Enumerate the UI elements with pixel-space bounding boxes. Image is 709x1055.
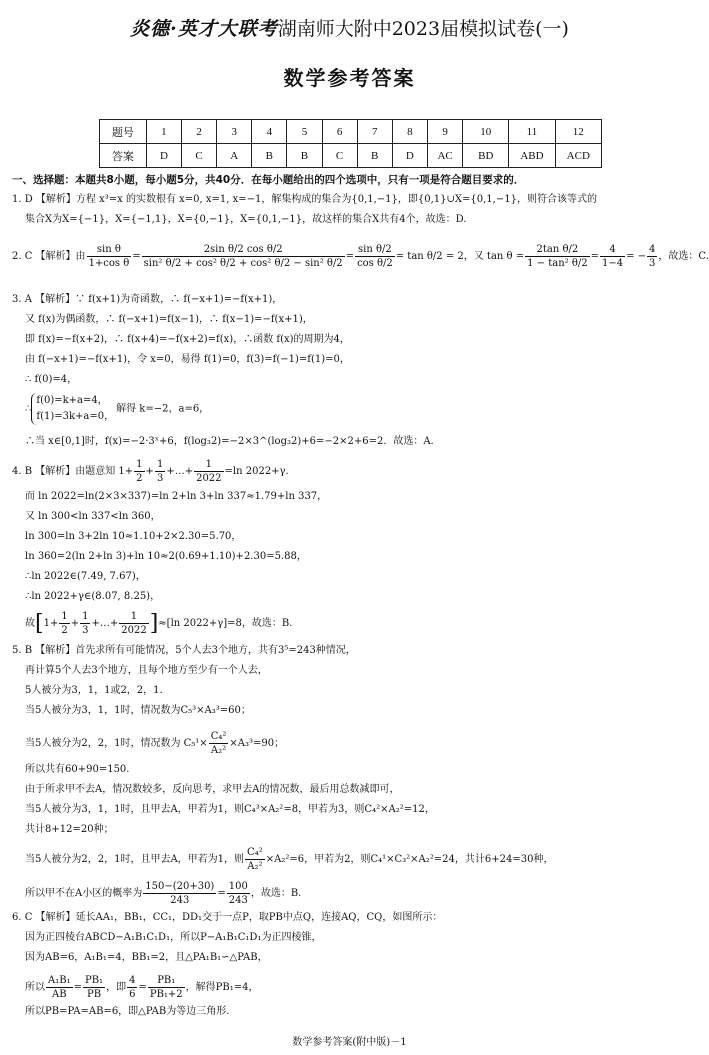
numerator: 1 [156,459,164,470]
q1-line: 集合X为X={−1}，X={−1,1}，X={0,−1}，X={0,1,−1}，故这样的集合X共有4个，故选：D. [25,214,467,225]
q5-line: 所以共有60+90=150. [25,764,130,775]
q6-ratio-lead: 所以 [25,982,45,993]
table-cell: 11 [509,120,555,144]
table-cell: 10 [463,120,509,144]
q4-line: ln 300=ln 3+2ln 10≈1.10+2×2.30=5.70， [25,531,242,542]
denominator: A₂² [209,743,229,757]
fraction [127,974,137,1001]
section-heading: 一、选择题：本题共8小题，每小题5分，共40分．在每小题给出的四个选项中，只有一项是符合题目要求的． [12,174,525,186]
q2-line: 2. C 【解析】由 $\frac{\text{sin θ}}{\text{1+cos θ}}$ = $\frac{\text{2sin θ/2 cos θ/2}}{\text{sin² θ/2 + cos² θ/2 + cos² θ/2 − sin² θ/2}}$ = $\frac{\text{sin θ/2}}{\text{cos θ/2}}$ = tan θ/2 = 2，又 tan θ = $\frac{\text{2tan θ/2}}{\text{1 − tan² θ/2}}$ = $\frac{4}{1-4}$ = − $\frac{4}{3}$ ，故选：C. [12,244,709,269]
denominator: 2022 [196,473,222,484]
answer-table-number-row [100,120,602,144]
numerator: 150−(20+30) [145,881,215,892]
table-cell: D [392,144,427,168]
denominator: sin² θ/2 + cos² θ/2 + cos² θ/2 − sin² θ/2 [143,258,343,269]
fraction [87,243,132,270]
numerator: 1 [205,459,212,470]
q4-final-lead: 故 [25,618,35,629]
denominator: AB [46,987,73,1001]
table-cell: 2 [182,120,217,144]
answer-table [99,119,602,168]
q4-line: 4. B 【解析】由题意知 1+ $\frac{1}{2}$ + $\frac{1}{3}$ +…+ $\frac{1}{2022}$ =ln 2022+γ． [12,459,296,484]
table-cell: 4 [252,120,287,144]
q3-line: ∴当 x∈[0,1]时，f(x)=−2·3ˣ+6，f(log₃2)=−2×3^(log₃2)+6=−2×2+6=2．故选：A. [25,436,434,447]
table-cell: 8 [392,120,427,144]
q2-mid: = tan θ/2 = 2，又 tan θ = [395,251,525,262]
numerator: 2sin θ/2 cos θ/2 [203,244,283,255]
q6-line: 所以PB=PA=AB=6，即△PAB为等边三角形. [25,1006,230,1017]
table-cell: B [287,144,322,168]
denominator: 1 − tan² θ/2 [527,258,588,269]
equation-system [31,393,114,425]
q6-line: 6. C 【解析】延长AA₁，BB₁，CC₁，DD₁交于一点P，取PB中点Q，连接AQ，CQ，如图所示： [12,912,443,923]
table-cell: 7 [357,120,392,144]
q5-line: 再计算5个人去3个地方，且每个地方至少有一个人去， [25,665,268,676]
q4-eq-tail: +…+ [166,466,194,477]
denominator: 3 [156,473,164,484]
numerator: PB₁ [84,975,104,986]
q3-brace-tail: 解得 k=−2，a=6， [116,403,210,415]
q6-line: 因为AB=6，A₁B₁=4，BB₁=2，且△PA₁B₁∽△PAB， [25,952,268,963]
row-label: 题号 [100,120,147,144]
numerator: 1 [82,611,89,622]
fraction [143,880,216,907]
equation: f(1)=3k+a=0， [36,411,115,422]
denominator: 3 [649,258,656,269]
q3-system [25,393,209,425]
table-cell: 9 [427,120,462,144]
q5-l2-lead: 当5人被分为2，2，1时，且甲去A，甲若为1，则 [25,854,245,865]
fraction [155,458,165,485]
q5-prob-mid: = [217,888,226,899]
row-label: 答案 [100,144,147,168]
table-cell: 1 [146,120,181,144]
table-cell: 3 [217,120,252,144]
numerator: C₄² [210,731,227,742]
q6-ratio-mid: ，即 [106,982,127,993]
equals: = [138,982,147,993]
numerator: 1 [61,611,68,622]
q3-line: 由 f(−x+1)=−f(x+1)，令 x=0，易得 f(1)=0，f(3)=f(−1)=f(1)=0， [25,354,350,365]
denominator: 3 [82,625,89,636]
q4-line: ∴ln 2022+γ∈(8.07, 8.25)， [25,591,161,602]
table-cell: ABD [509,144,555,168]
numerator: 2tan θ/2 [536,244,579,255]
q4-line: 而 ln 2022=ln(2×3×337)=ln 2+ln 3+ln 337≈1.79+ln 337， [25,491,328,502]
therefore-symbol: ∴ [25,403,32,415]
equation: f(0)=k+a=4， [36,395,108,406]
answer-table-answer-row [100,144,602,168]
brand-logo-text: 炎德·英才大联考 [130,18,278,40]
fraction [46,974,73,1001]
q6-ratio-tail: ，解得PB₁=4， [185,982,259,993]
denominator: 243 [228,895,248,906]
q4-line: ∴ln 2022∈(7.49, 7.67)， [25,571,146,582]
q4-eq-tail: +…+ [91,618,119,629]
table-cell: BD [463,144,509,168]
table-cell: 12 [555,120,601,144]
denominator: A₂² [245,859,265,873]
fraction [227,880,250,907]
fraction [59,610,69,637]
fraction [134,458,144,485]
q5-l2-tail: ×A₂²=6，甲若为2，则C₄¹×C₃²×A₂²=24，共计6+24=30种， [265,854,554,865]
numerator: A₁B₁ [48,975,71,986]
numerator: 100 [228,881,248,892]
denominator: PB₁+2 [149,989,183,1000]
fraction [600,243,625,270]
numerator: 1 [130,611,138,622]
table-cell: B [357,144,392,168]
denominator: 243 [143,893,216,907]
table-cell: C [182,144,217,168]
fraction [355,243,395,270]
table-cell: ACD [555,144,601,168]
numerator: 4 [649,244,656,255]
numerator: 4 [609,244,616,255]
denominator: PB [83,987,105,1001]
table-cell: 6 [322,120,357,144]
numerator: 1 [136,459,143,470]
q5-prob-tail: ，故选：B. [250,888,302,899]
q5-line: 当5人被分为3，1，1时，情况数为C₅³×A₃³=60； [25,705,251,716]
q4-final-tail: ≈[ln 2022+γ]=8，故选：B. [158,618,293,629]
denominator: 2 [61,625,68,636]
q5-line: 5. B 【解析】首先求所有可能情况，5个人去3个地方，共有3⁵=243种情况， [12,645,356,656]
bracket-left: [ [35,610,44,636]
q4-line: 又 ln 300<ln 337<ln 360， [25,511,161,522]
denominator: 6 [129,989,136,1000]
q2-tail-a: = − [626,251,647,262]
numerator: 4 [129,975,136,986]
page-title [0,14,699,41]
fraction [245,846,265,873]
q5-line: 由于所求甲不去A，情况数较多，反向思考，求甲去A的情况数，最后用总数减即可， [25,784,400,795]
q5-line [25,730,284,757]
q2-tail-b: ，故选：C. [658,251,709,262]
q3-line: 即 f(x)=−f(x+2)，∴ f(x+4)=−f(x+2)=f(x)，∴函数 f(x)的周期为4， [25,334,350,345]
denominator: cos θ/2 [357,258,393,269]
q5-line: 5人被分为3，1，1或2，2，1. [25,685,163,696]
denominator: 1+cos θ [88,258,130,269]
table-cell: C [322,144,357,168]
equals: = [73,982,82,993]
q2-lead: 2. C 【解析】由 [12,251,86,262]
q3-line: 又 f(x)为偶函数，∴ f(−x+1)=f(x−1)，∴ f(x−1)=−f(x+1)， [25,314,313,325]
q6-line: 因为正四棱台ABCD−A₁B₁C₁D₁，所以P−A₁B₁C₁D₁为正四棱锥， [25,932,322,943]
numerator: sin θ/2 [358,244,392,255]
table-cell: AC [427,144,462,168]
q4-final: 故[1+ $\frac{1}{2}$ + $\frac{1}{3}$ +…+ $\frac{1}{2022}$ ]≈[ln 2022+γ]=8，故选：B. [25,610,293,636]
q5-line: 当5人被分为3，1，1时，且甲去A，甲若为1，则C₄³×A₂²=8，甲若为3，则C₄²×A₂²=12， [25,804,435,815]
q6-ratio [25,974,259,1001]
numerator: sin θ [96,244,121,255]
q4-line: ln 360=2(ln 2+ln 3)+ln 10≈2(0.69+1.10)+2.30=5.88， [25,551,307,562]
fraction [148,974,185,1001]
fraction [80,610,90,637]
fraction [209,730,229,757]
denominator: 1−4 [601,258,624,269]
q5-prob-lead: 所以甲不在A小区的概率为 [25,888,143,899]
q5-line [25,846,553,873]
exam-title: 湖南师大附中2023届模拟试卷(一) [277,18,569,40]
denominator: 2022 [121,625,147,636]
fraction [194,458,223,485]
fraction [119,610,148,637]
q4-end: =ln 2022+γ． [224,466,296,477]
bracket-right: ] [149,610,159,636]
table-cell: 5 [287,120,322,144]
fraction [83,974,105,1001]
q5-line: 共计8+12=20种； [25,824,114,835]
table-cell: A [217,144,252,168]
table-cell: D [146,144,181,168]
fraction [142,243,345,270]
q5-221-tail: ×A₃³=90； [229,738,285,749]
q5-probability [25,880,301,907]
denominator: 2 [136,473,143,484]
fraction [525,243,589,270]
table-cell: B [252,144,287,168]
q4-lead: 4. B 【解析】由题意知 1+ [12,466,134,477]
q5-221-lead: 当5人被分为2，2，1时，情况数为 C₅¹× [25,738,208,749]
fraction [647,243,657,270]
q1-line: 1. D 【解析】方程 x³=x 的实数根有 x=0, x=1, x=−1，解集构成的集合为{0,1,−1}，即{0,1}∪X={0,1,−1}，则符合该等式的 [12,194,597,205]
q3-line: ∴ f(0)=4， [25,374,78,385]
page-footer: 数学参考答案(附中版)－1 [292,1037,407,1048]
numerator: PB₁ [157,975,176,986]
numerator: C₄² [247,847,263,858]
page-subtitle: 数学参考答案 [283,66,416,90]
q3-line: 3. A 【解析】∵ f(x+1)为奇函数，∴ f(−x+1)=−f(x+1)， [12,294,283,305]
